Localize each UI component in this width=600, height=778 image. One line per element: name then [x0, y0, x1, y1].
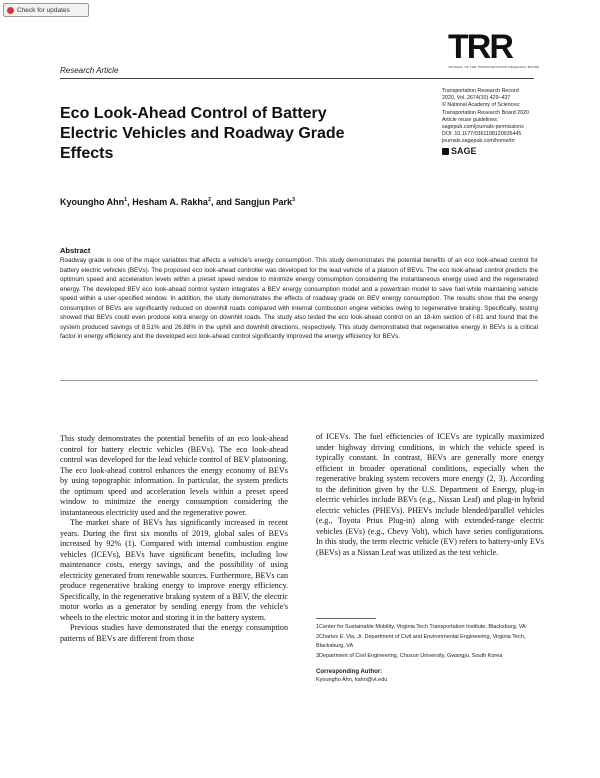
sage-logo-icon — [442, 148, 449, 155]
journal-logo-letters: TRR — [448, 28, 512, 66]
abstract-heading: Abstract — [60, 246, 91, 255]
affiliation-footnote: 1Center for Sustainable Mobility, Virginia Tech Transportation Institute, Blacksburg, VA — [316, 624, 526, 630]
body-column-left — [60, 434, 288, 644]
journal-logo — [448, 28, 540, 74]
publisher-logo — [442, 145, 562, 156]
meta-line: Transportation Research Record — [442, 88, 519, 94]
author-affiliation-mark: 1 — [124, 197, 128, 203]
publisher-name: SAGE — [451, 145, 477, 156]
check-for-updates-badge[interactable] — [3, 3, 89, 17]
abstract-divider — [60, 380, 538, 381]
footnotes — [316, 623, 544, 685]
author-name: and Sangjun Park — [216, 197, 293, 207]
body-column-right — [316, 432, 544, 558]
affiliation-footnote: 3Department of Civil Engineering, Chosun University, Gwangju, South Korea — [316, 652, 503, 659]
header-divider — [60, 78, 534, 79]
author-name: Hesham A. Rakha — [132, 197, 208, 207]
update-icon — [7, 7, 14, 14]
meta-line: 2020, Vol. 2674(10) 429–437 — [442, 95, 511, 102]
footnote-divider — [316, 618, 376, 619]
corresponding-author-contact[interactable]: Kyoungho Ahn, kahn@vt.edu — [316, 677, 388, 684]
check-for-updates-label: Check for updates — [17, 6, 70, 14]
meta-line: Article reuse guidelines: — [442, 116, 499, 123]
meta-line: © National Academy of Sciences: — [442, 102, 521, 109]
affiliation-footnote: 2Charles E. Via, Jr. Department of Civil and Environmental Engineering, Virginia Tech, Blacksburg, VA — [316, 634, 526, 649]
body-paragraph: Previous studies have demonstrated that the energy consumption patterns of BEVs are different from those — [60, 623, 288, 643]
body-paragraph: This study demonstrates the potential benefits of an eco look-ahead control for battery electric vehicles (BEVs). The eco look-ahead control was developed for the lead vehicle control of BEV platooning. The eco look-ahead control enhances the energy economy of BEVs by using topographic information. In particular, the system predicts the optimum speed and acceleration levels within a preset speed window to minimize the energy consumption considering the instantaneous electricity used and the regenerative power. — [60, 434, 288, 517]
publication-meta — [442, 88, 562, 155]
article-type: Research Article — [60, 66, 119, 75]
author-affiliation-mark: 2 — [207, 197, 211, 203]
journal-logo-subtitle: JOURNAL OF THE TRANSPORTATION RESEARCH BOARD — [448, 65, 540, 69]
author-affiliation-mark: 3 — [292, 197, 296, 203]
meta-permissions-link[interactable]: sagepub.com/journals-permissions — [442, 124, 524, 131]
article-title: Eco Look-Ahead Control of Battery Electric Vehicles and Roadway Grade Effects — [60, 105, 345, 162]
meta-line: Transportation Research Board 2020 — [442, 109, 529, 116]
meta-journal-link[interactable]: journals.sagepub.com/home/trr — [442, 138, 516, 145]
author-name: Kyoungho Ahn — [60, 197, 125, 207]
corresponding-author-heading: Corresponding Author: — [316, 669, 383, 676]
abstract-text: Roadway grade is one of the major variables that affects a vehicle's energy consumption. This study demonstrates the potential benefits of an eco look-ahead control for battery electric vehicles (BEVs). The proposed eco look-ahead controller was developed for the lead vehicle of a platoon of BEVs. The eco look-ahead control predicts the optimum speed and acceleration levels within a preset speed window to minimize energy consumption considering the instantaneous energy used and the regenerated energy. The developed BEV eco look-ahead control system integrates a BEV energy consumption model and a powertrain model to save fuel while maintaining vehicle speed within a user-specified window. In addition, the study demonstrates the effects of roadway grade on BEV energy consumption. The results show that the energy consumption of BEVs are significantly reduced on downhill roads compared with internal combustion engine vehicles owing to regenerative braking. Specifically, testing showed that BEVs could even produce extra energy on downhill roads. The study also tested the eco look-ahead control on an 18-km section of I-81 and found that the system produced savings of 8.51% and 26.88% in the uphill and downhill directions, respectively. This study demonstrated that regenerative energy in BEVs is a critical factor in energy efficiency and the developed eco look-ahead control significantly improved the energy efficiency for BEVs. — [60, 257, 538, 341]
body-paragraph: The market share of BEVs has significantly increased in recent years. During the first six months of 2019, global sales of BEVs increased by 92% (1). Compared with internal combustion engine vehicles (ICEVs), BEVs have significant benefits, including low maintenance costs, energy savings, and the possibility of using electricity generated from renewable sources. Furthermore, BEVs can produce regenerative braking energy to improve energy efficiency. Specifically, in the regenerative braking system of a BEV, the electric motor works as a generator by sending energy from the vehicle's wheels to the electric motor and storing it in the battery system. — [60, 518, 288, 622]
author-list: Kyoungho Ahn$^1$, Hesham A. Rakha$^2$, and Sangjun Park$^3$ — [60, 197, 296, 207]
meta-doi[interactable]: DOI: 10.1177/0361198120935445 — [442, 131, 522, 138]
body-paragraph: of ICEVs. The fuel efficiencies of ICEVs are typically maximized under highway driving conditions, in which the vehicle speed is typically constant. In contrast, BEVs are generally more energy efficient in broader operational conditions, especially when the regenerative braking system recovers more energy (2, 3). According to the definition given by the U.S. Department of Energy, plug-in electric vehicles include BEVs (e.g., Nissan Leaf) and plug-in hybrid electric vehicles (PHEVs). PHEVs include blended/parallel vehicles (e.g., Toyota Prius Plug-in) along with extended-range electric vehicles (EVs) (e.g., Chevy Volt), which have series configurations. In this study, the term electric vehicle (EV) refers to battery-only EVs (BEVs) as a Nissan Leaf was utilized as the test vehicle. — [316, 432, 544, 557]
